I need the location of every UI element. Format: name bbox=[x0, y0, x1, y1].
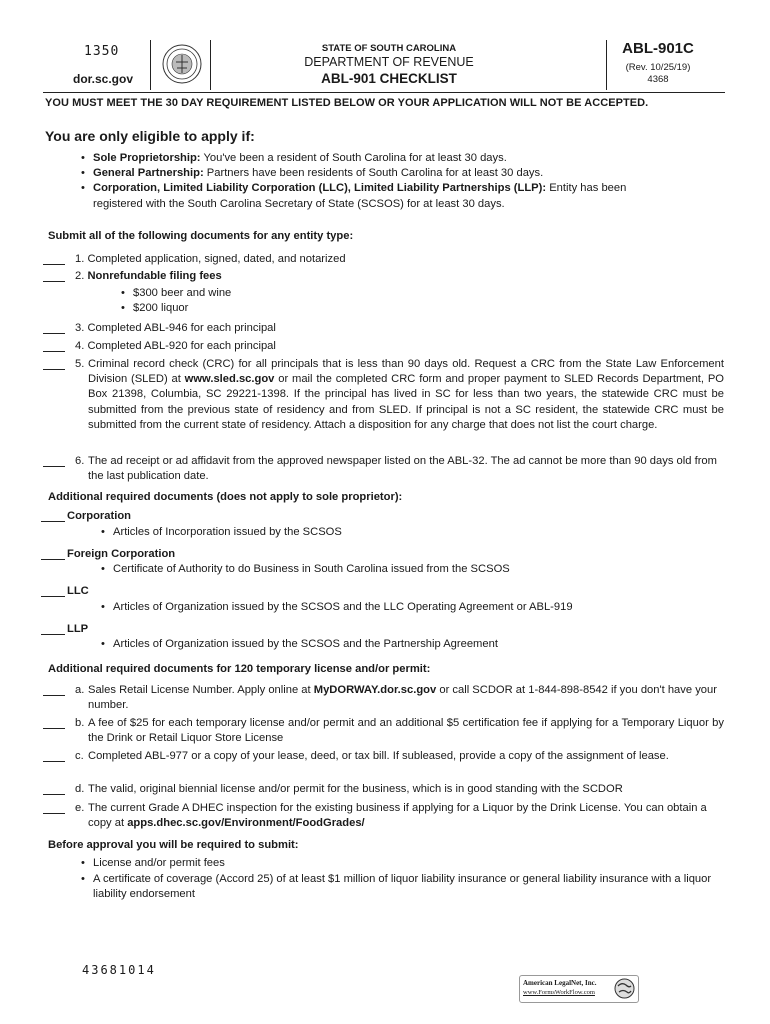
submit-heading: Submit all of the following documents for any entity type: bbox=[48, 230, 354, 242]
state-name: STATE OF SOUTH CAROLINA bbox=[321, 43, 457, 54]
checkbox-blank[interactable] bbox=[43, 784, 65, 795]
revision-date: (Rev. 10/25/19) bbox=[625, 62, 691, 73]
form-id: ABL-901C bbox=[622, 40, 694, 57]
additional-heading: Additional required documents (does not apply to sole proprietor): bbox=[48, 491, 403, 503]
publisher-logo bbox=[519, 975, 639, 1003]
department-name: DEPARTMENT OF REVENUE bbox=[304, 55, 474, 69]
before-heading: Before approval you will be required to submit: bbox=[48, 839, 299, 851]
checkbox-blank[interactable] bbox=[41, 586, 65, 597]
entity-label: Foreign Corporation bbox=[67, 548, 176, 560]
item-letter: e. bbox=[75, 802, 85, 814]
entity-item: • Articles of Incorporation issued by the SCSOS bbox=[113, 525, 342, 540]
checkbox-blank[interactable] bbox=[43, 359, 65, 370]
fee-item: • $200 liquor bbox=[133, 301, 188, 316]
document-number: 43681014 bbox=[82, 963, 156, 977]
form-number: 4368 bbox=[647, 74, 669, 85]
list-item: • General Partnership: Partners have been residents of South Carolina for at least 30 days. bbox=[93, 166, 543, 181]
list-item: • Sole Proprietorship: You've been a resident of South Carolina for at least 30 days. bbox=[93, 151, 507, 166]
checkbox-blank[interactable] bbox=[43, 341, 65, 352]
eligibility-heading: You are only eligible to apply if: bbox=[45, 128, 255, 144]
state-seal-icon bbox=[162, 44, 202, 84]
item-number: 6. bbox=[75, 455, 85, 467]
item-letter: d. bbox=[75, 783, 85, 795]
checklist-item: A fee of $25 for each temporary license and/or permit and an additional $5 certification fee if applying for a Temporary Liquor by the Drink or Retail Liquor Store License bbox=[88, 717, 724, 745]
checkbox-blank[interactable] bbox=[43, 254, 65, 265]
item-letter: b. bbox=[75, 717, 85, 729]
checklist-item: 3. Completed ABL-946 for each principal bbox=[75, 322, 276, 334]
checkbox-blank[interactable] bbox=[43, 271, 65, 282]
item-letter: a. bbox=[75, 684, 85, 696]
website-label: dor.sc.gov bbox=[73, 72, 134, 86]
checkbox-blank[interactable] bbox=[43, 751, 65, 762]
fee-item: • $300 beer and wine bbox=[133, 286, 231, 301]
checkbox-blank[interactable] bbox=[41, 549, 65, 560]
list-item: • License and/or permit fees bbox=[93, 856, 225, 871]
checklist-item: The ad receipt or ad affidavit from the approved newspaper listed on the ABL-32. The ad cannot be more than 90 days old from the last publication date. bbox=[88, 455, 717, 483]
checkbox-blank[interactable] bbox=[41, 624, 65, 635]
checklist-item: Sales Retail License Number. Apply online at MyDORWAY.dor.sc.gov or call SCDOR at 1-844-898-8542 if you don't have your number. bbox=[88, 684, 717, 712]
item-letter: c. bbox=[75, 750, 84, 762]
entity-item: • Certificate of Authority to do Business in South Carolina issued from the SCSOS bbox=[113, 562, 510, 577]
checkbox-blank[interactable] bbox=[43, 323, 65, 334]
entity-label: LLP bbox=[67, 623, 89, 635]
logo-line1: American LegalNet, Inc. bbox=[523, 979, 597, 987]
form-code: 1350 bbox=[84, 44, 120, 59]
logo-line2: www.FormsWorkFlow.com bbox=[523, 989, 595, 996]
warning-banner: YOU MUST MEET THE 30 DAY REQUIREMENT LISTED BELOW OR YOUR APPLICATION WILL NOT BE ACCEPTED. bbox=[45, 97, 649, 109]
checkbox-blank[interactable] bbox=[41, 511, 65, 522]
checklist-item: 4. Completed ABL-920 for each principal bbox=[75, 340, 276, 352]
checklist-item: The current Grade A DHEC inspection for the existing business if applying for a Liquor by the Drink License. You can obtain a copy at apps.dhec.sc.gov/Environment/FoodGrades/ bbox=[88, 802, 707, 830]
checklist-item: Completed ABL-977 or a copy of your lease, deed, or tax bill. If subleased, provide a copy of the assignment of lease. bbox=[88, 750, 669, 762]
checklist-item: The valid, original biennial license and/or permit for the business, which is in good standing with the SCDOR bbox=[88, 783, 623, 795]
entity-label: LLC bbox=[67, 585, 89, 597]
entity-item: • Articles of Organization issued by the SCSOS and the Partnership Agreement bbox=[113, 637, 498, 652]
header-rule bbox=[43, 92, 725, 93]
checklist-item: Criminal record check (CRC) for all principals that is less than 90 days old. Request a CRC from the State Law Enforcement Division (SLED) at www.sled.sc.gov or mail the completed CRC form and proper payment to SLED Records Department, PO Box 21398, Columbia, SC 29221-1398. If the principal has lived in SC for less than two years, the statewide CRC must be submitted from the previous state of residency and from SLED. If principal is not a SC resident, the statewide CRC must be submitted from the current state of residency. Attach a disposition for any charge that does not list the court charge. bbox=[88, 358, 725, 431]
list-item: • Corporation, Limited Liability Corporation (LLC), Limited Liability Partnerships (LLP): Entity has been bbox=[93, 181, 626, 196]
entity-item: • Articles of Organization issued by the SCSOS and the LLC Operating Agreement or ABL-919 bbox=[113, 600, 573, 615]
checkbox-blank[interactable] bbox=[43, 685, 65, 696]
page-title: ABL-901 CHECKLIST bbox=[321, 71, 457, 86]
checklist-item: 2. Nonrefundable filing fees bbox=[75, 270, 222, 282]
header-divider bbox=[606, 40, 607, 90]
item-number: 5. bbox=[75, 358, 85, 370]
header-divider bbox=[150, 40, 151, 90]
list-item-continuation: registered with the South Carolina Secretary of State (SCSOS) for at least 30 days. bbox=[93, 198, 505, 210]
checkbox-blank[interactable] bbox=[43, 456, 65, 467]
checkbox-blank[interactable] bbox=[43, 718, 65, 729]
globe-icon bbox=[614, 978, 635, 999]
list-item: • A certificate of coverage (Accord 25) of at least $1 million of liquor liability insurance or general liability insurance with a liquor liability endorsement bbox=[93, 872, 723, 902]
temporary-heading: Additional required documents for 120 temporary license and/or permit: bbox=[48, 663, 431, 675]
checkbox-blank[interactable] bbox=[43, 803, 65, 814]
checklist-item: 1. Completed application, signed, dated, and notarized bbox=[75, 253, 346, 265]
header-divider bbox=[210, 40, 211, 90]
entity-label: Corporation bbox=[67, 510, 132, 522]
